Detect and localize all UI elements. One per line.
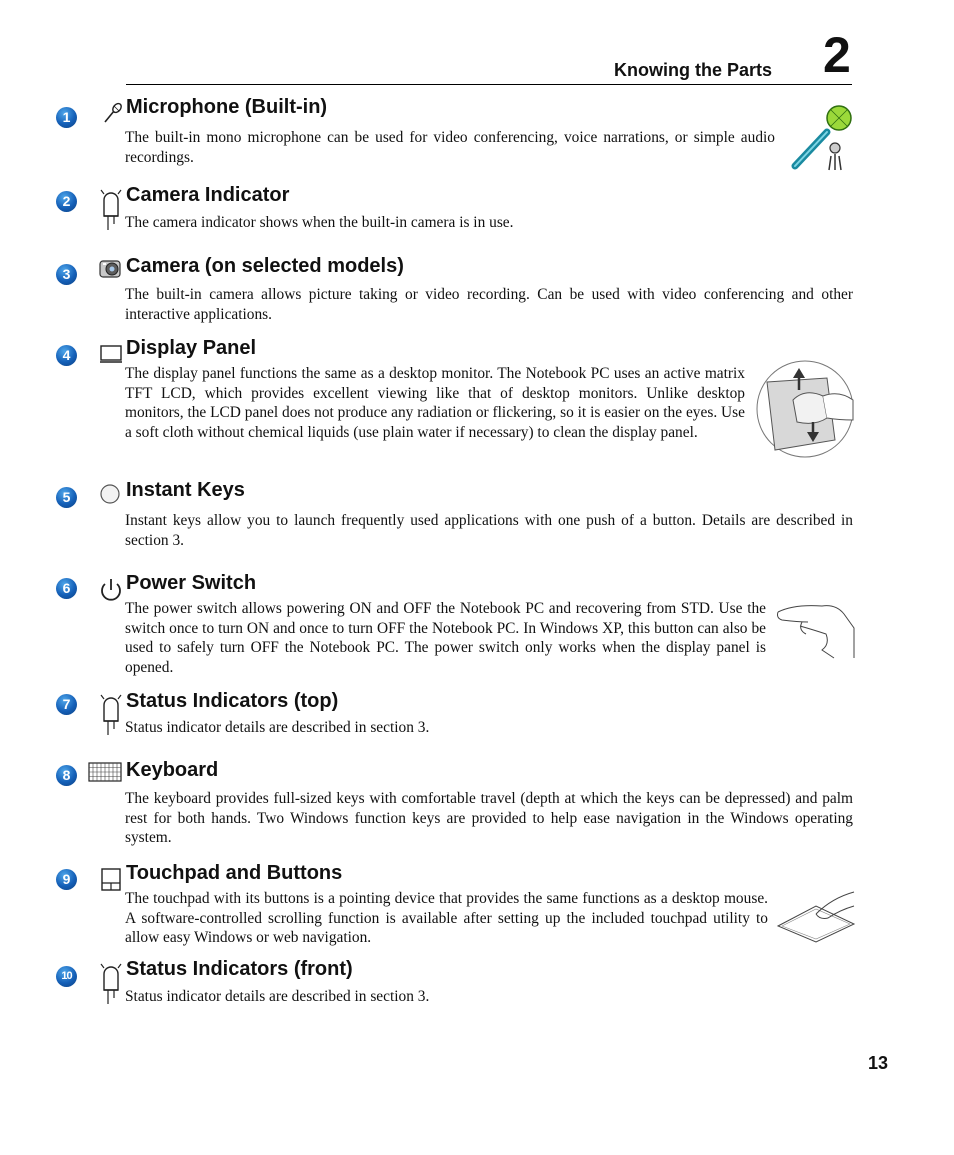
section-number-badge: 8 [56,765,77,786]
section-number-badge: 6 [56,578,77,599]
section-number-badge: 5 [56,487,77,508]
section-title: Instant Keys [126,479,245,501]
section-number-badge: 7 [56,694,77,715]
camera-icon [98,256,124,282]
section-number-badge: 4 [56,345,77,366]
section-body: The touchpad with its buttons is a pointing device that provides the same functions as a desktop mouse. A software-controlled scrolling function is available after setting up the included touchpad utility to allow easy Windows or web navigation. [125,890,768,946]
section-body: The power switch allows powering ON and OFF the Notebook PC and recovering from STD. Use the switch once to turn ON and once to turn OFF the Notebook PC. In Windows XP, this button can also be used to safely turn OFF the Notebook PC. The power switch only works when the display panel is opened. [125,600,766,676]
section-title: Power Switch [126,572,257,594]
instant-key-icon [98,481,124,507]
section-body: Status indicator details are described in section 3. [125,719,430,736]
microphone-icon [98,100,124,126]
section-title: Status Indicators (top) [126,690,339,712]
power-icon [98,576,124,602]
section-number-badge: 2 [56,191,77,212]
section-title: Touchpad and Buttons [126,862,343,884]
indicator-led-icon [98,962,124,1006]
page-number: 13 [868,1053,889,1073]
microphone-illustration [787,100,857,172]
section-body: The keyboard provides full-sized keys with comfortable travel (depth at which the keys can be depressed) and palm rest for both hands. Two Windows function keys are provided to help ease navigation in the Windows operating system. [125,790,853,846]
finger-press-illustration [774,600,856,660]
section-number-badge: 3 [56,264,77,285]
section-title: Display Panel [126,337,257,359]
section-body: Instant keys allow you to launch frequently used applications with one push of a button. Details are described in section 3. [125,512,853,549]
section-title: Microphone (Built-in) [126,96,328,118]
section-title: Camera Indicator [126,184,290,206]
header-rule [126,84,852,85]
section-body: The camera indicator shows when the built-in camera is in use. [125,214,514,231]
section-body: The built-in mono microphone can be used for video conferencing, voice narrations, or simple audio recordings. [125,129,775,166]
section-number-badge: 9 [56,869,77,890]
section-title: Status Indicators (front) [126,958,353,980]
touchpad-icon [98,866,124,892]
section-title: Keyboard [126,759,219,781]
header-title: Knowing the Parts [614,60,773,80]
section-number-badge: 1 [56,107,77,128]
chapter-number: 2 [823,27,851,83]
section-body: Status indicator details are described in section 3. [125,988,430,1005]
indicator-led-icon [98,693,124,737]
section-number-badge: 10 [56,966,77,987]
section-body: The built-in camera allows picture taking or video recording. Can be used with video conferencing and other interactive applications. [125,286,853,323]
indicator-led-icon [98,188,124,232]
display-cleaning-illustration [755,360,855,458]
section-title: Camera (on selected models) [126,255,404,277]
touchpad-illustration [776,888,856,944]
section-body: The display panel functions the same as a desktop monitor. The Notebook PC uses an active matrix TFT LCD, which provides excellent viewing like that of desktop monitors. Unlike desktop monitors, the LCD panel does not produce any radiation or flickering, so it is easier on the eyes. Use a soft cloth without chemical liquids (use plain water if necessary) to clean the display panel. [125,365,745,441]
display-icon [98,340,124,366]
keyboard-icon [88,760,122,784]
